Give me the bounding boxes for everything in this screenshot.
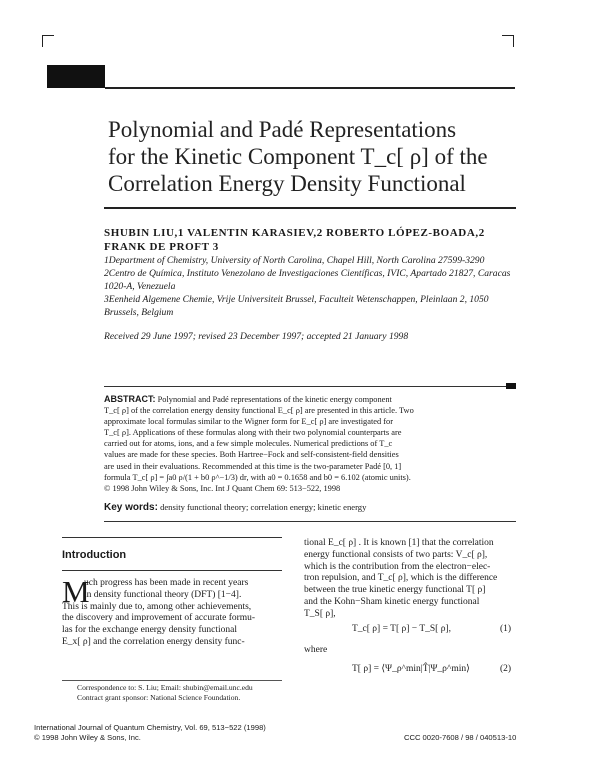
footnote-sponsor: Contract grant sponsor: National Science Foundation.: [77, 693, 241, 702]
abstract-line-3: approximate local formulas similar to the Wigner form for E_c[ ρ] are investigated for: [104, 417, 394, 427]
right-line-1: tional E_c[ ρ] . It is known [1] that the correlation: [304, 538, 494, 548]
equation-1-number: (1): [500, 624, 512, 634]
dropcap: M: [62, 574, 90, 609]
intro-top-rule: [62, 537, 282, 538]
footnote-correspondence: Correspondence to: S. Liu; Email: shubin@email.unc.edu: [77, 683, 253, 692]
title-line-1: Polynomial and Padé Representations: [108, 117, 457, 142]
intro-line-5: las for the exchange energy density functional: [62, 625, 237, 636]
right-line-7: T_S[ ρ],: [304, 608, 336, 619]
abstract-line-1: ABSTRACT: Polynomial and Padé representations of the kinetic energy component: [104, 394, 392, 404]
crop-mark-top-right-v: [513, 35, 514, 47]
header-rule: [105, 87, 515, 89]
paper-title: [108, 116, 528, 197]
right-column-text: [304, 538, 516, 621]
title-line-2: for the Kinetic Component T_c[ ρ] of the: [108, 144, 488, 169]
keywords-label: Key words:: [104, 502, 158, 513]
intro-paragraph: [62, 574, 282, 649]
where-text: where: [304, 645, 328, 655]
title-line-3: Correlation Energy Density Functional: [108, 171, 466, 196]
journal-copyright: © 1998 John Wiley & Sons, Inc.: [34, 733, 141, 742]
authors-line-2: FRANK DE PROFT 3: [104, 241, 219, 253]
authors-line-1: SHUBIN LIU,1 VALENTIN KARASIEV,2 ROBERTO LÓPEZ-BOADA,2: [104, 227, 485, 239]
keywords: [104, 502, 366, 513]
right-line-4: tron repulsion, and T_c[ ρ], which is the difference: [304, 573, 498, 584]
abstract-line-9: © 1998 John Wiley & Sons, Inc. Int J Quant Chem 69: 513−522, 1998: [104, 483, 341, 493]
keywords-text: density functional theory; correlation energy; kinetic energy: [160, 502, 367, 512]
footnote-rule: [62, 680, 282, 681]
author-list: [104, 226, 524, 254]
abstract-rule: [104, 386, 508, 387]
right-line-6: and the Kohn−Sham kinetic energy functional: [304, 596, 480, 607]
keywords-rule: [104, 521, 516, 522]
intro-line-1: uch progress has been made in recent years: [84, 578, 249, 588]
intro-line-3: This is mainly due to, among other achievements,: [62, 601, 252, 612]
affiliation-3: 3Eenheid Algemene Chemie, Vrije Universiteit Brussel, Faculteit Wetenschappen, Pleinlaan 2, 1050 Brussels, Belgium: [104, 294, 489, 318]
ccc-code: CCC 0020-7608 / 98 / 040513-10: [404, 733, 517, 742]
received-dates: Received 29 June 1997; revised 23 December 1997; accepted 21 January 1998: [104, 331, 409, 342]
abstract-line-5: carried out for atoms, ions, and a few simple molecules. Numerical predictions of T_c: [104, 439, 393, 449]
section-heading-introduction: Introduction: [62, 549, 127, 561]
abstract-line-8: formula T_c[ ρ] = ∫a0 ρ/(1 + b0 ρ^−1/3) dr, with a0 = 0.1658 and b0 = 6.102 (atomic units).: [104, 472, 411, 482]
abstract-line-4: T_c[ ρ]. Applications of these formulas along with their two polynomial counterparts are: [104, 428, 402, 438]
abstract-line-2: T_c[ ρ] of the correlation energy density functional E_c[ ρ] are presented in this article. Two: [104, 406, 414, 416]
header-black-block: [47, 65, 105, 88]
journal-citation: International Journal of Quantum Chemistry, Vol. 69, 513−522 (1998): [34, 723, 266, 732]
equation-2-number: (2): [500, 664, 512, 674]
right-line-2: energy functional consists of two parts: V_c[ ρ],: [304, 549, 488, 560]
right-line-3: which is the contribution from the electron−elec-: [304, 561, 491, 572]
affiliation-1: 1Department of Chemistry, University of North Carolina, Chapel Hill, North Carolina 27599-3290: [104, 255, 485, 266]
equation-1: T_c[ ρ] = T[ ρ] − T_S[ ρ],: [352, 624, 451, 634]
crop-mark-top-left-h: [42, 35, 54, 36]
intro-line-2: in density functional theory (DFT) [1−4].: [84, 589, 242, 600]
abstract: [104, 394, 514, 494]
abstract-line-6: values are made for these species. Both Hartree−Fock and self-consistent-field densities: [104, 450, 399, 460]
affiliation-2: 2Centro de Química, Instituto Venezolano de Investigaciones Científicas, IVIC, Apartado 21827, Caracas 1020-A, Venezuela: [104, 268, 511, 292]
title-rule: [104, 207, 516, 209]
abstract-label: ABSTRACT:: [104, 394, 156, 404]
footnotes: [77, 683, 253, 703]
intro-line-6: E_x[ ρ] and the correlation energy density func-: [62, 636, 245, 647]
right-line-5: between the true kinetic energy functional T[ ρ]: [304, 585, 486, 596]
intro-line-4: the discovery and improvement of accurate formu-: [62, 613, 256, 624]
crop-mark-top-left-v: [42, 35, 43, 47]
abstract-line-7: are used in their evaluations. Recommended at this time is the two-parameter Padé [0, 1]: [104, 461, 402, 471]
equation-2: T[ ρ] = ⟨Ψ_ρ^min|T̂|Ψ_ρ^min⟩: [352, 664, 470, 674]
abstract-rule-marker: [506, 383, 516, 389]
intro-bottom-rule: [62, 570, 282, 571]
affiliations: [104, 254, 524, 319]
journal-footer: [34, 723, 266, 743]
